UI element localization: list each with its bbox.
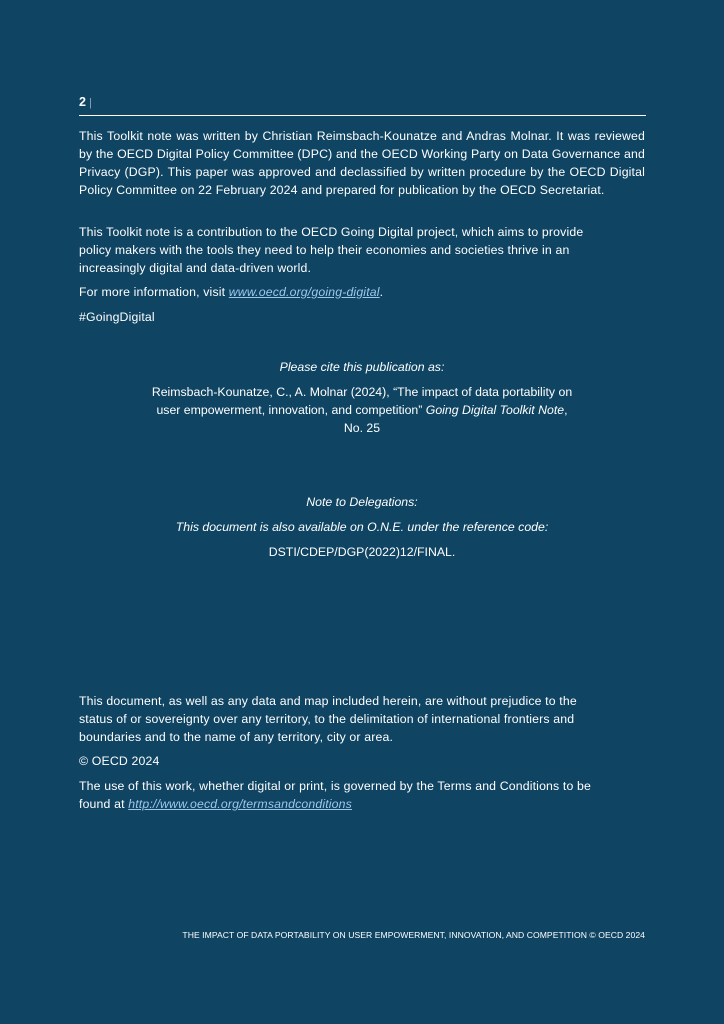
project-text: This Toolkit note is a contribution to the OECD Going Digital project, which aims to provide policy makers with the tools they need to help their economies and societies thrive in an increasingly digital and data-driven world.	[79, 225, 584, 275]
delegations-heading: Note to Delegations:	[306, 495, 418, 509]
project-paragraph	[79, 223, 609, 277]
page-header	[79, 95, 646, 116]
more-info-prefix: For more information, visit	[79, 285, 229, 299]
disclaimer-text: This document, as well as any data and map included herein, are without prejudice to the status of or sovereignty over any territory, to the delimitation of international frontiers and boundaries and to the name of any territory, city or area.	[79, 694, 577, 744]
citation-line-1: Reimsbach-Kounatze, C., A. Molnar (2024), “The impact of data portability on	[151, 385, 573, 399]
terms-paragraph	[79, 777, 609, 813]
citation-heading: Please cite this publication as:	[279, 360, 445, 374]
page-footer: THE IMPACT OF DATA PORTABILITY ON USER EMPOWERMENT, INNOVATION, AND COMPETITION © OECD 2024	[182, 930, 645, 940]
terms-link[interactable]: http://www.oecd.org/termsandconditions	[128, 797, 352, 811]
hashtag-text: #GoingDigital	[79, 310, 155, 324]
copyright-line	[79, 752, 645, 770]
citation-text	[100, 383, 624, 437]
hashtag	[79, 308, 645, 326]
authors-text: This Toolkit note was written by Christian Reimsbach-Kounatze and Andras Molnar. It was reviewed by the OECD Digital Policy Committee (DPC) and the OECD Working Party on Data Governance and Privacy (DGP). This paper was approved and declassified by written procedure by the OECD Digital Policy Committee on 22 February 2024 and prepared for publication by the OECD Secretariat.	[79, 129, 645, 197]
page-number: 2	[79, 95, 86, 109]
citation-comma: ,	[564, 403, 568, 417]
header-separator: |	[88, 97, 92, 109]
delegations-availability: This document is also available on O.N.E. under the reference code:	[175, 520, 549, 534]
citation-title: user empowerment, innovation, and competition”	[156, 403, 426, 417]
terms-text: The use of this work, whether digital or print, is governed by the Terms and Conditions to be found at	[79, 779, 592, 811]
reference-code: DSTI/CDEP/DGP(2022)12/FINAL.	[268, 545, 456, 559]
authors-paragraph	[79, 127, 645, 199]
citation-line-2	[100, 401, 624, 419]
citation-series: Going Digital Toolkit Note	[425, 403, 565, 417]
disclaimer-paragraph	[79, 692, 609, 746]
citation-line-3: No. 25	[343, 421, 381, 435]
going-digital-link[interactable]: www.oecd.org/going-digital	[228, 285, 380, 299]
more-info-suffix: .	[379, 285, 384, 299]
copyright-text: © OECD 2024	[79, 754, 160, 768]
more-info-line	[79, 283, 645, 301]
